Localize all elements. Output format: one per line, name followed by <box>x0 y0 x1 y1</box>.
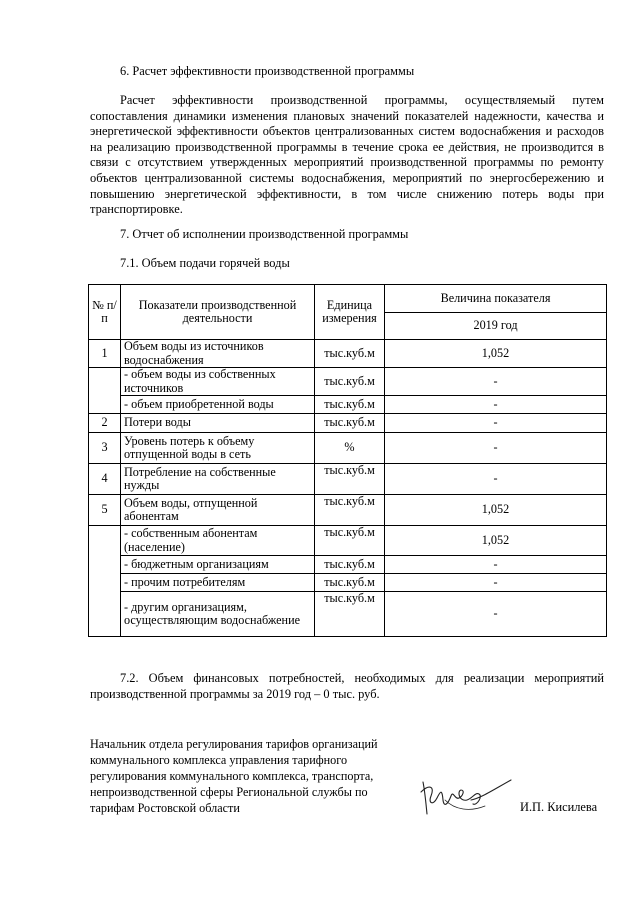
cell-indicator: Потребление на собственные нужды <box>121 464 315 495</box>
cell-num <box>89 368 121 414</box>
table-row <box>89 526 607 556</box>
cell-unit: тыс.куб.м <box>315 526 385 556</box>
header-year: 2019 год <box>385 313 607 340</box>
cell-unit: % <box>315 433 385 464</box>
cell-indicator: - объем воды из собственных источников <box>121 368 315 396</box>
table-row <box>89 433 607 464</box>
hot-water-volume-table <box>88 284 607 637</box>
cell-value: - <box>385 433 607 464</box>
cell-value: 1,052 <box>385 340 607 368</box>
table-row <box>89 414 607 433</box>
signatory-name: И.П. Кисилева <box>520 800 598 814</box>
cell-unit: тыс.куб.м <box>315 396 385 414</box>
header-value-group: Величина показателя <box>385 285 607 313</box>
section-7-heading: 7. Отчет об исполнении производственной программы <box>120 227 409 241</box>
table-row <box>89 495 607 526</box>
table-row <box>89 368 607 396</box>
header-indicator: Показатели производственной деятельности <box>121 285 315 340</box>
cell-value: - <box>385 574 607 592</box>
cell-indicator: - другим организациям, осуществляющим водоснабжение <box>121 592 315 637</box>
cell-num <box>89 526 121 637</box>
table-row <box>89 574 607 592</box>
table-row <box>89 464 607 495</box>
cell-num: 4 <box>89 464 121 495</box>
cell-indicator: - прочим потребителям <box>121 574 315 592</box>
cell-unit: тыс.куб.м <box>315 464 385 495</box>
table-row <box>89 556 607 574</box>
signatory-line: непроизводственной сферы Региональной службы по <box>90 785 368 799</box>
signatory-line: регулирования коммунального комплекса, транспорта, <box>90 769 374 783</box>
cell-indicator: - объем приобретенной воды <box>121 396 315 414</box>
cell-indicator: - собственным абонентам (население) <box>121 526 315 556</box>
cell-value: - <box>385 464 607 495</box>
cell-value: - <box>385 592 607 637</box>
table-row <box>89 592 607 637</box>
cell-unit: тыс.куб.м <box>315 340 385 368</box>
cell-indicator: Уровень потерь к объему отпущенной воды в сеть <box>121 433 315 464</box>
section-7-1-heading: 7.1. Объем подачи горячей воды <box>120 256 290 270</box>
table-row <box>89 340 607 368</box>
cell-value: 1,052 <box>385 495 607 526</box>
signatory-line: коммунального комплекса управления тарифного <box>90 753 348 767</box>
cell-num: 2 <box>89 414 121 433</box>
cell-unit: тыс.куб.м <box>315 556 385 574</box>
cell-value: - <box>385 414 607 433</box>
signatory-line: тарифам Ростовской области <box>90 801 240 815</box>
header-unit: Единица измерения <box>315 285 385 340</box>
section-6-paragraph: Расчет эффективности производственной программы, осуществляемый путем сопоставления динамики изменения плановых значений показателей надежности, качества и энергетической эффективности объектов централизованных систем водоснабжения и расходов на реализацию производственной программы в течение срока ее действия, не производится в связи с отсутствием утвержденных мероприятий производственной программы по ремонту объектов централизованной системы водоснабжения, мероприятий по энергосбережению и повышению энергетической эффективности, в том числе снижению потерь воды при транспортировке. <box>90 93 604 217</box>
cell-value: - <box>385 396 607 414</box>
section-6-heading: 6. Расчет эффективности производственной программы <box>120 64 415 78</box>
cell-indicator: Объем воды из источников водоснабжения <box>121 340 315 368</box>
cell-unit: тыс.куб.м <box>315 574 385 592</box>
cell-unit: тыс.куб.м <box>315 495 385 526</box>
cell-num: 1 <box>89 340 121 368</box>
cell-indicator: Потери воды <box>121 414 315 433</box>
signatory-line: Начальник отдела регулирования тарифов организаций <box>90 737 378 751</box>
cell-unit: тыс.куб.м <box>315 592 385 637</box>
cell-num: 3 <box>89 433 121 464</box>
cell-value: 1,052 <box>385 526 607 556</box>
cell-indicator: - бюджетным организациям <box>121 556 315 574</box>
cell-value: - <box>385 368 607 396</box>
cell-num: 5 <box>89 495 121 526</box>
signatory-title <box>90 736 410 816</box>
header-num: № п/п <box>89 285 121 340</box>
handwritten-signature <box>415 770 515 820</box>
cell-value: - <box>385 556 607 574</box>
cell-indicator: Объем воды, отпущенной абонентам <box>121 495 315 526</box>
section-7-2-paragraph: 7.2. Объем финансовых потребностей, необходимых для реализации мероприятий производственной программы за 2019 год – 0 тыс. руб. <box>90 671 604 701</box>
table-row <box>89 396 607 414</box>
cell-unit: тыс.куб.м <box>315 414 385 433</box>
cell-unit: тыс.куб.м <box>315 368 385 396</box>
